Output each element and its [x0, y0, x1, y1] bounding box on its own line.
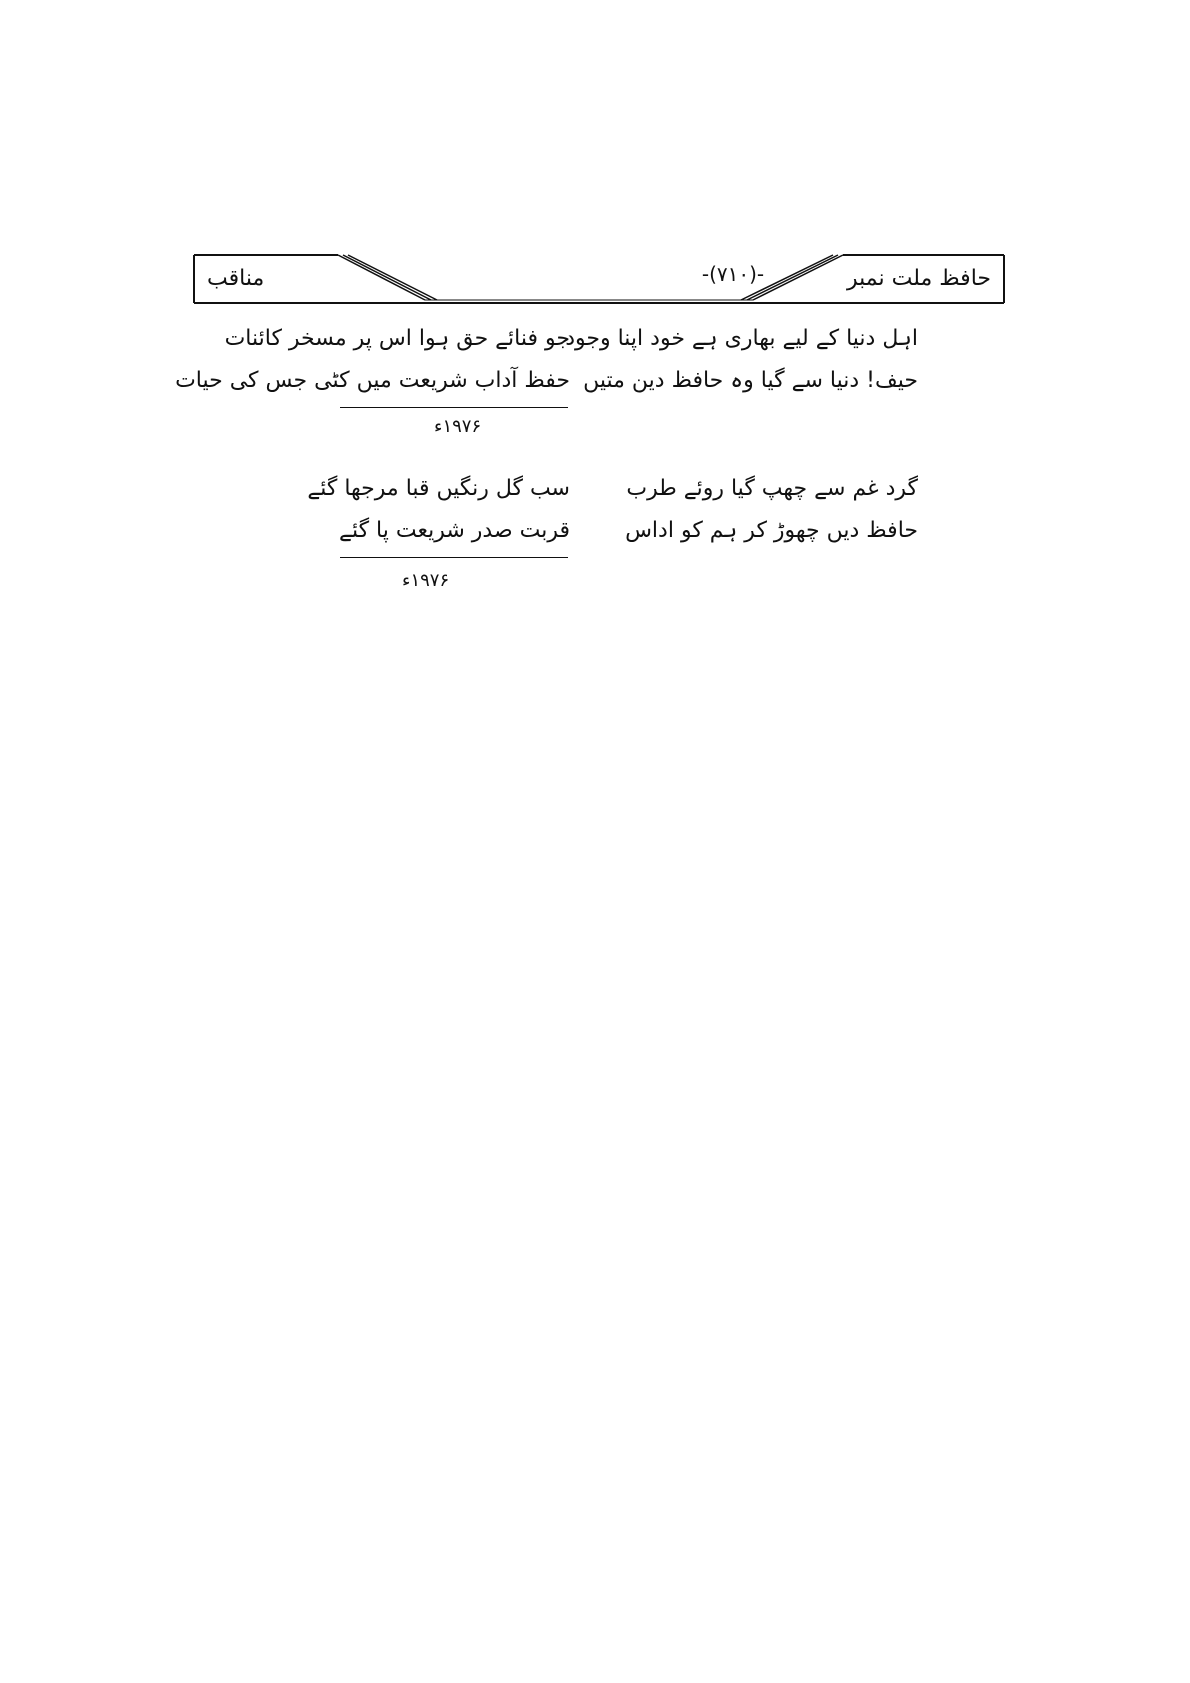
underline-rule	[340, 407, 568, 408]
verse-line: حیف! دنیا سے گیا وہ حافظ دین متیں	[583, 368, 918, 393]
year-label: ۱۹۷۶ء	[434, 416, 482, 437]
year-label: ۱۹۷۶ء	[402, 570, 450, 591]
verse-line: گرد غم سے چھپ گیا روئے طرب	[626, 476, 918, 501]
page-header	[193, 254, 1005, 304]
section-title: مناقب	[207, 266, 265, 291]
verse-line: قربت صدر شریعت پا گئے	[339, 518, 570, 543]
verse-line: حفظ آداب شریعت میں کٹی جس کی حیات	[175, 368, 570, 393]
page-number: -(۷۱۰)-	[701, 262, 765, 286]
verse-line: اہل دنیا کے لیے بھاری ہے خود اپنا وجود	[565, 326, 918, 351]
verse-line: سب گل رنگیں قبا مرجھا گئے	[307, 476, 570, 501]
underline-rule	[340, 557, 568, 558]
publication-title: حافظ ملت نمبر	[847, 266, 991, 291]
verse-line: حافظ دیں چھوڑ کر ہم کو اداس	[625, 518, 918, 543]
verse-line: جو فنائے حق ہوا اس پر مسخر کائنات	[224, 326, 570, 351]
